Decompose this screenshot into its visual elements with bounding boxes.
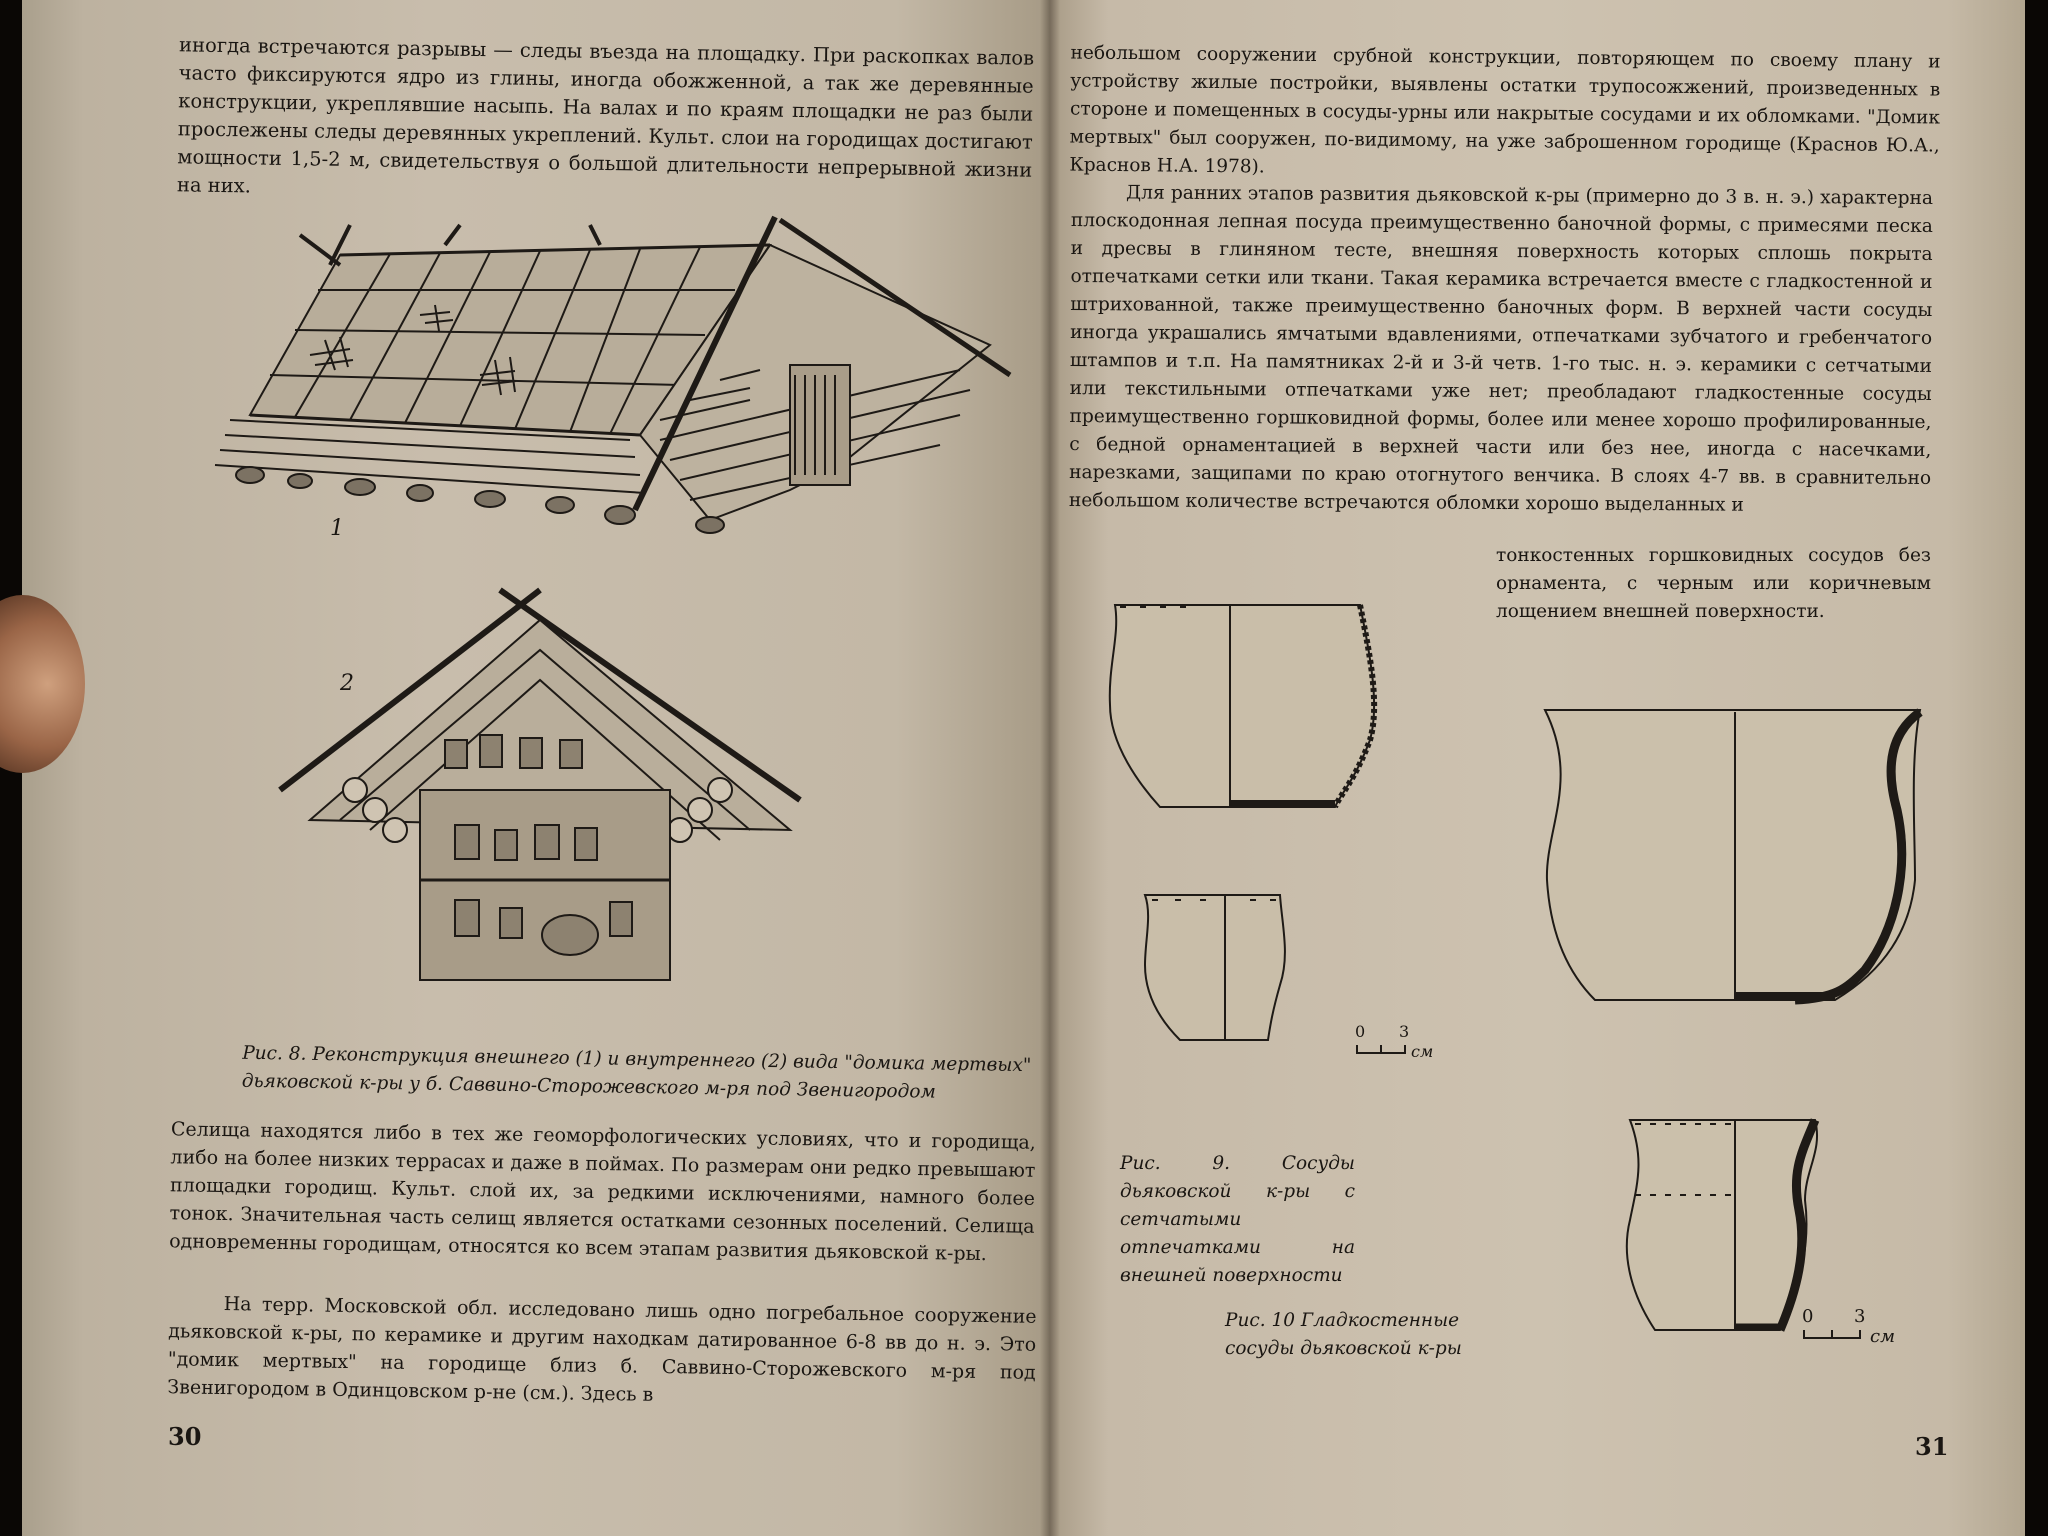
right-paragraph-2: Для ранних этапов развития дьяковской к-ры (примерно до 3 в. н. э.) характерна плоскодонная лепная посуда преимущественно баночной формы, с примесями песка и дресвы в глиняном тесте, внешняя поверхность которых сплошь покрыта отпечатками сетки или ткани. Такая керамика встречается вместе с гладкостенной и штрихованной, также преимущественно баночных форм. В верхней части сосуды иногда украшались ямчатыми вдавлениями, отпечатками зубчатого и гребенчатого штампов и т.п. На памятниках 2-й и 3-й четв. 1-го тыс. н. э. керамики с сетчатыми или текстильными отпечатками уже нет; преобладают гладкостенные сосуды преимущественно горшковидной формы, более или менее хорошо профилированные, с бедной орнаментацией в верхней части или без нее, иногда с насечками, нарезками, защипами по краю отогнутого венчика. В слоях 4-7 вв. в сравнительно небольшом количестве встречаются обломки хорошо выделанных и — [1068, 182, 1934, 516]
fig10-scale-three: 3 — [1854, 1306, 1866, 1327]
figure-9-caption: Рис. 9. Сосуды дьяковской к-ры с сетчатыми отпечатками на внешней поверхности — [1120, 1153, 1355, 1286]
figure-8-label-2: 2 — [340, 671, 354, 696]
right-page-number: 31 — [1915, 1432, 1949, 1461]
figure-10-caption: Рис. 10 Гладкостенные сосуды дьяковской к-ры — [1225, 1310, 1462, 1359]
figure-8-label-1: 1 — [330, 516, 344, 541]
smooth-walled-pots-drawing — [1535, 700, 1935, 1340]
log-house-interior-illustration — [280, 590, 840, 1010]
fig10-scale-zero: 0 — [1802, 1306, 1814, 1327]
left-paragraph-3: На терр. Московской обл. исследовано лишь одно погребальное сооружение дьяковской к-ры, по керамике и другим находкам датированное 6-8 вв до н. э. Это "домик мертвых" на городище близ б. Саввино-Сторожевского м-ря под Звенигородом в Одинцовском р-не (см.). Здесь в — [167, 1293, 1037, 1406]
left-top-paragraph: иногда встречаются разрывы — следы въезда на площадку. При раскопках валов часто фиксируются ядро из глины, иногда обожженной, а так же деревянные конструкции, укреплявшие насыпь. На валах и по краям площадки не раз были прослежены следы деревянных укреплений. Культ. слои на городищах достигают мощности 1,5-2 м, свидетельствуя о большой длительности непрерывной жизни на них. — [176, 33, 1035, 198]
fig9-scale-unit: см — [1411, 1042, 1434, 1061]
fig9-scale-zero: 0 — [1355, 1022, 1366, 1041]
right-top-paragraph: небольшом сооружении срубной конструкции, повторяющем по своему плану и устройству жилые постройки, выявлены остатки трупосожжений, произведенных в стороне и помещенных в сосуды-урны или накрытые сосудами и их обломками. "Домик мертвых" был сооружен, по-видимому, на уже заброшенном городище (Краснов Ю.А., Краснов Н.А. 1978). — [1069, 42, 1941, 178]
net-impressed-pots-drawing — [1100, 595, 1400, 1055]
fig9-scale-bar — [1355, 1015, 1475, 1065]
fig9-scale-three: 3 — [1399, 1022, 1410, 1041]
left-paragraph-2: Селища находятся либо в тех же геоморфологических условиях, что и городища, либо на более низких террасах и даже в поймах. По размерам они редко превышают площадки городищ. Культ. слой их, за редкими исключениями, намного более тонок. Значительная часть селищ является остатками сезонных поселений. Селища одновременны городищам, относятся ко всем этапам развития дьяковской к-ры. — [169, 1118, 1036, 1266]
right-paragraph-2-tail: тонкостенных горшковидных сосудов без орнамента, с черным или коричневым лощением внешней поверхности. — [1496, 545, 1931, 622]
log-house-exterior-illustration — [190, 225, 1020, 555]
fig10-scale-bar — [1802, 1300, 1932, 1350]
left-page-number: 30 — [168, 1422, 202, 1451]
book-spine — [1040, 0, 1060, 1536]
fig10-scale-unit: см — [1870, 1326, 1896, 1347]
figure-8-caption: Рис. 8. Реконструкция внешнего (1) и внутреннего (2) вида "домика мертвых" дьяковской к-ры у б. Саввино-Сторожевского м-ря под Звенигородом — [241, 1042, 1032, 1103]
